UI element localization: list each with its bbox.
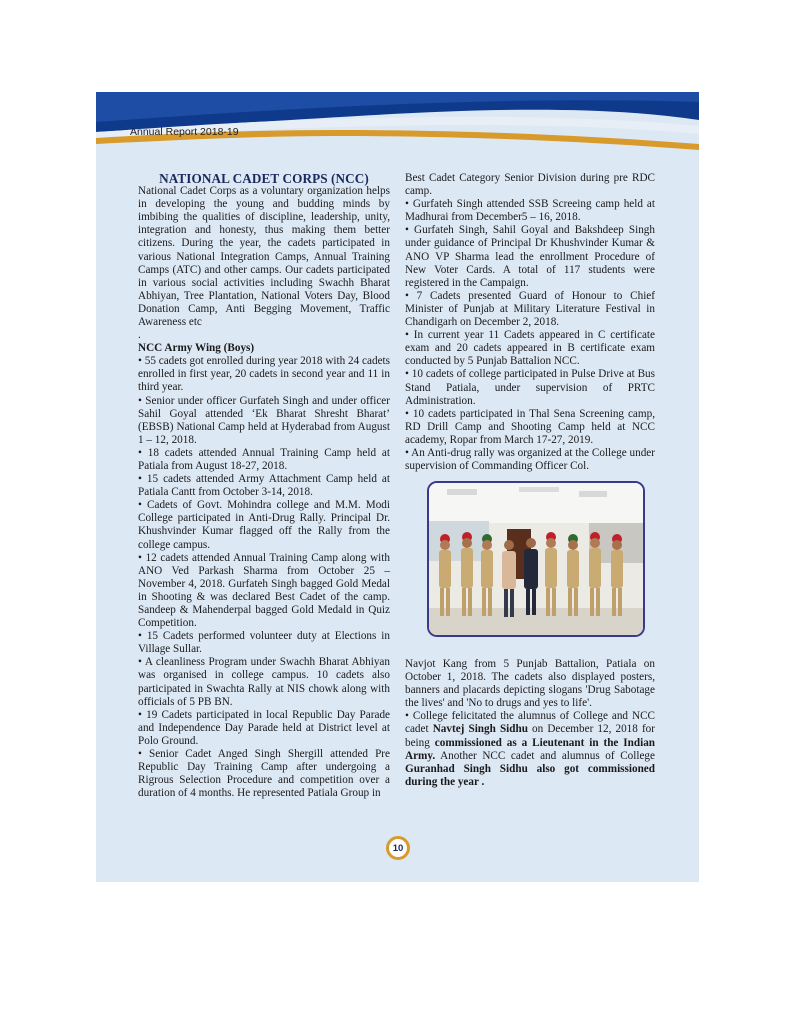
list-item: • In current year 11 Cadets appeared in C certificate exam and 20 cadets appeared in B certificate exam conducted by 5 Punjab Battalion NCC.	[405, 329, 655, 368]
continued-text	[405, 658, 655, 789]
final-bullet-mid: on December 12, 2018 for being	[405, 723, 655, 749]
report-page	[96, 92, 699, 882]
commission-text: commissioned as a Lieutenant in the Indian Army.	[405, 736, 656, 762]
right-column	[405, 172, 655, 473]
alumnus-name: Navtej Singh Sidhu	[432, 723, 528, 736]
final-bullet-mid2: Another NCC cadet and alumnus of College	[435, 749, 655, 762]
right-lead-text: Best Cadet Category Senior Division during pre RDC camp.	[405, 172, 655, 198]
list-item: • Senior Cadet Anged Singh Shergill attended Pre Republic Day Training Camp after undergoing a Rigrous Selection Procedure and competition over a duration of 4 months. He represented Patiala Group in	[138, 748, 390, 800]
continued-paragraph: Navjot Kang from 5 Punjab Battalion, Patiala on October 1, 2018. The cadets also displayed posters, banners and placards depicting slogans 'Drug Sabotage the lives' and 'No to drugs and yes to life'.	[405, 658, 655, 710]
list-item: • 12 cadets attended Annual Training Camp along with ANO Ved Parkash Sharma from October 25 – November 4, 2018. Gurfateh Singh bagged Gold Medal in Shooting & was declared Best Cadet of the camp. Sandeep & Mahenderpal bagged Gold Medald in Quiz Competition.	[138, 551, 390, 630]
list-item	[405, 710, 655, 789]
list-item: • 15 cadets attended Army Attachment Camp held at Patiala Cantt from October 3-14, 2018.	[138, 473, 390, 499]
page-number: 10	[386, 836, 410, 860]
header-banner	[96, 92, 699, 152]
list-item: • 55 cadets got enrolled during year 2018 with 24 cadets enrolled in first year, 20 cadets in second year and 11 in third year.	[138, 355, 390, 394]
stray-dot: .	[138, 329, 141, 342]
list-item: • 7 Cadets presented Guard of Honour to Chief Minister of Punjab at Military Literature Festival in Chandigarh on December 2, 2018.	[405, 289, 655, 329]
left-column	[138, 172, 390, 800]
section-subheading: NCC Army Wing (Boys)	[138, 342, 255, 355]
list-item: • 19 Cadets participated in local Republic Day Parade and Independence Day Parade held at District level at Polo Ground.	[138, 708, 390, 747]
list-item: • 18 cadets attended Annual Training Camp held at Patiala from August 18-27, 2018.	[138, 446, 390, 472]
final-bullet-text: • College felicitated the alumnus of College and NCC cadet	[405, 710, 655, 736]
list-item: • Gurfateh Singh attended SSB Screeing camp held at Madhurai from December5 – 16, 2018.	[405, 198, 655, 224]
cadets-photo-illustration	[429, 483, 643, 635]
list-item: • Gurfateh Singh, Sahil Goyal and Bakshdeep Singh under guidance of Principal Dr Khushvinder Kumar & ANO VP Sharma lead the enrollment Procedure of New Voter Cards. A total of 117 students were registered in the Campaign.	[405, 224, 655, 289]
report-label: Annual Report 2018-19	[130, 126, 239, 138]
intro-paragraph: National Cadet Corps as a voluntary organization helps in developing the young and budding minds by imbibing the qualities of discipline, leadership, unity, integration and honesty, thus making them better citizens. During the year, the cadets participated in various National Integration Camps, Annual Training Camps (ATC) and other camps. Our cadets participated in various social activities including Swachh Bharat Abhiyan, Tree Plantation, National Voters Day, Blood Donation Camp, Anti Begging Movement, Traffic Awareness etc	[138, 185, 390, 329]
list-item: • Senior under officer Gurfateh Singh and under officer Sahil Goyal attended ‘Ek Bharat Shresht Bharat’ (EBSB) National Camp held at Hyderabad from August 1 – 12, 2018.	[138, 394, 390, 446]
list-item: • 10 cadets participated in Thal Sena Screening camp, RD Drill Camp and Shooting Camp held at NCC academy, Ropar from March 17-27, 2019.	[405, 407, 655, 446]
list-item: • Cadets of Govt. Mohindra college and M.M. Modi College participated in Anti-Drug Rally. Principal Dr. Khushvinder Kumar flagged off the Rally from the college campus.	[138, 499, 390, 551]
group-photo	[427, 481, 645, 637]
alumnus-name-2: Guranhad Singh Sidhu also got commissioned during the year .	[405, 762, 655, 788]
list-item: • An Anti-drug rally was organized at the College under supervision of Commanding Officer Col.	[405, 446, 655, 473]
list-item: • 15 Cadets performed volunteer duty at Elections in Village Sullar.	[138, 630, 390, 656]
list-item: • A cleanliness Program under Swachh Bharat Abhiyan was organised in college campus. 10 cadets also participated in Swachta Rally at NIS chowk along with officials of 5 PB BN.	[138, 656, 390, 708]
list-item: • 10 cadets of college participated in Pulse Drive at Bus Stand Patiala, under supervision of PRTC Administration.	[405, 368, 655, 407]
page-title: NATIONAL CADET CORPS (NCC)	[159, 171, 369, 186]
